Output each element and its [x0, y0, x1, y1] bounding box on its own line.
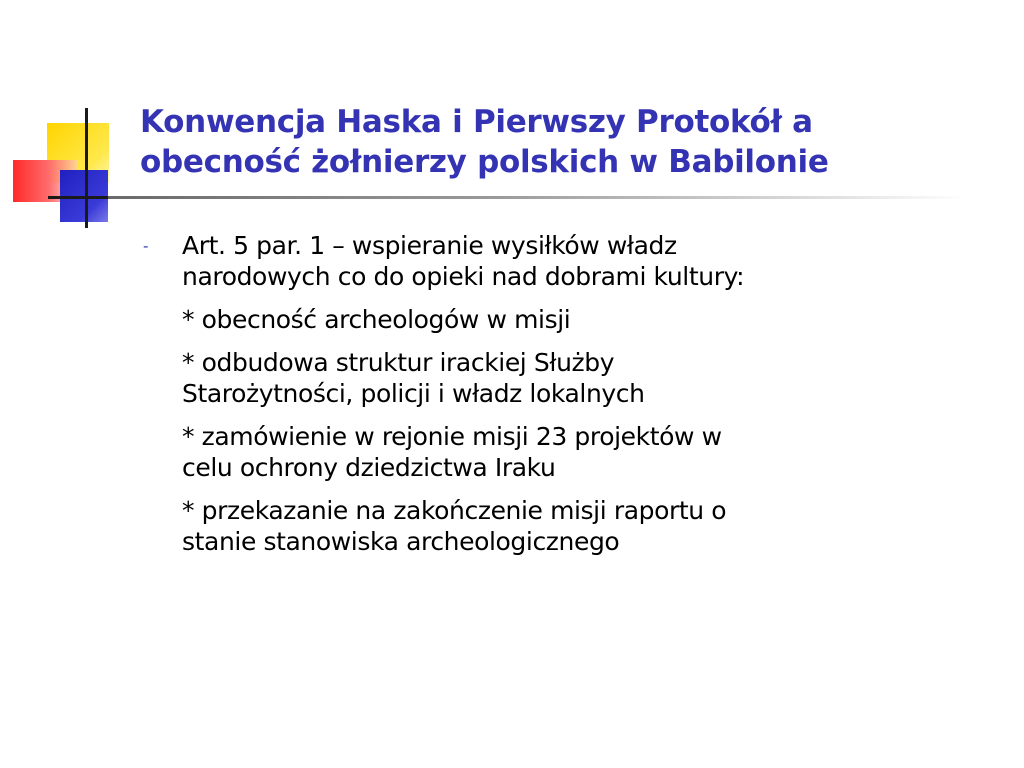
- paragraph-line: Starożytności, policji i władz lokalnych: [182, 379, 645, 408]
- paragraph-line: stanie stanowiska archeologicznego: [182, 527, 620, 556]
- paragraph-line: * przekazanie na zakończenie misji raportu o: [182, 496, 727, 525]
- paragraph-line: * zamówienie w rejonie misji 23 projektów w: [182, 422, 722, 451]
- paragraph-archeologists: [182, 304, 1000, 335]
- title-line-1: Konwencja Haska i Pierwszy Protokół a: [140, 104, 813, 140]
- paragraph-line: Art. 5 par. 1 – wspieranie wysiłków władz: [182, 231, 677, 260]
- slide-body: [140, 230, 1000, 569]
- dash-bullet-icon: -: [143, 237, 149, 255]
- slide-title: [140, 102, 1000, 182]
- bullet-item: [140, 230, 1000, 557]
- title-line-2: obecność żołnierzy polskich w Babilonie: [140, 144, 829, 180]
- paragraph-line: * obecność archeologów w misji: [182, 305, 571, 334]
- title-underline-rule: [108, 196, 968, 199]
- paragraph-art5: [182, 230, 1000, 292]
- paragraph-reconstruction: [182, 347, 1000, 409]
- logo-vertical-line: [85, 108, 88, 228]
- paragraph-report: [182, 495, 1000, 557]
- paragraph-line: narodowych co do opieki nad dobrami kultury:: [182, 262, 745, 291]
- paragraph-line: * odbudowa struktur irackiej Służby: [182, 348, 615, 377]
- decorative-squares-logo: [0, 0, 160, 240]
- paragraph-line: celu ochrony dziedzictwa Iraku: [182, 453, 556, 482]
- paragraph-projects: [182, 421, 1000, 483]
